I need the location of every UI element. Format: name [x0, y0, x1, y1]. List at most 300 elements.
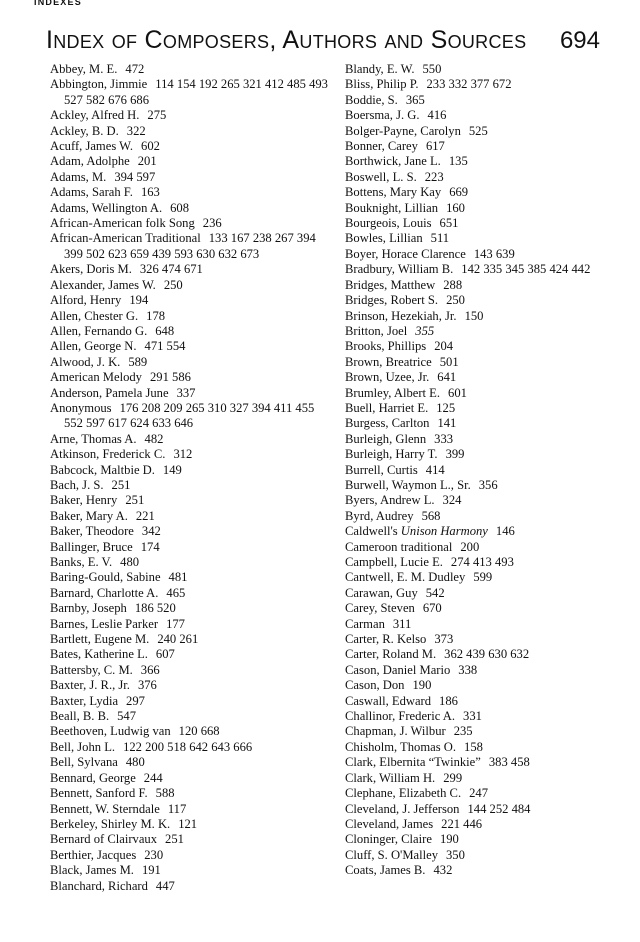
entry-name: Bliss, Philip P. — [345, 77, 419, 92]
entry-pages: 233 332 377 672 — [426, 77, 512, 92]
index-entry — [50, 802, 330, 817]
index-entry — [50, 817, 330, 832]
entry-pages: 251 — [125, 493, 145, 508]
entry-name: Ackley, B. D. — [50, 123, 119, 138]
entry-pages: 120 668 — [178, 724, 220, 739]
entry-name: Abbington, Jimmie — [50, 77, 148, 92]
entry-pages: 608 — [170, 200, 189, 215]
index-entry — [50, 879, 330, 894]
entry-name: Bouknight, Lillian — [345, 200, 439, 215]
index-entry — [345, 355, 615, 370]
entry-pages: 525 — [468, 123, 488, 138]
entry-pages: 121 — [178, 816, 198, 831]
index-entry — [50, 493, 330, 508]
index-entry — [345, 740, 615, 755]
entry-pages: 299 — [443, 770, 463, 785]
entry-pages: 373 — [434, 632, 454, 647]
index-entry — [50, 678, 330, 693]
index-entry — [50, 216, 330, 231]
entry-pages: 244 — [143, 770, 163, 785]
index-entry — [50, 694, 330, 709]
index-entry — [345, 555, 615, 570]
entry-pages: 186 520 — [134, 601, 176, 616]
entry-name-italic: Unison Harmony — [400, 524, 488, 539]
entry-name: Bennett, W. Sterndale — [50, 801, 160, 816]
entry-pages: 651 — [439, 216, 459, 231]
entry-name: Carter, R. Kelso — [345, 632, 427, 647]
index-entry — [345, 293, 615, 308]
entry-pages: 143 639 — [473, 246, 515, 261]
index-entry — [50, 201, 330, 216]
entry-pages: 122 200 518 642 643 666 — [123, 739, 253, 754]
entry-pages: 176 208 209 265 310 327 394 411 455 552 597 617 624 633 646 — [64, 400, 315, 431]
entry-name: Cason, Don — [345, 678, 405, 693]
index-entry — [50, 463, 330, 478]
entry-pages: 135 — [448, 154, 468, 169]
entry-name: Brown, Uzee, Jr. — [345, 370, 430, 385]
entry-pages: 511 — [430, 231, 450, 246]
entry-name: Boddie, S. — [345, 92, 398, 107]
entry-pages: 322 — [126, 123, 146, 138]
entry-pages: 602 — [141, 139, 160, 154]
entry-pages: 201 — [137, 154, 157, 169]
entry-pages: 550 — [422, 62, 442, 76]
entry-pages: 547 — [117, 709, 137, 724]
entry-name: African-American folk Song — [50, 216, 195, 231]
index-entry — [345, 278, 615, 293]
entry-name: Brinson, Hezekiah, Jr. — [345, 308, 457, 323]
index-entry — [345, 586, 615, 601]
entry-pages: 416 — [427, 108, 447, 123]
entry-pages: 221 446 — [441, 816, 483, 831]
entry-pages: 158 — [464, 739, 483, 754]
entry-pages: 194 — [129, 293, 149, 308]
entry-name: Chisholm, Thomas O. — [345, 739, 457, 754]
entry-pages: 235 — [453, 724, 473, 739]
entry-name: Battersby, C. M. — [50, 662, 133, 677]
entry-pages: 366 — [140, 662, 160, 677]
index-entry — [50, 62, 330, 77]
entry-name: Anderson, Pamela June — [50, 385, 169, 400]
entry-name: Carey, Steven — [345, 601, 415, 616]
entry-pages: 247 — [469, 786, 488, 801]
entry-name: Bach, J. S. — [50, 477, 104, 492]
index-entry — [50, 401, 330, 432]
entry-name: Adams, Sarah F. — [50, 185, 133, 200]
entry-name: Blanchard, Richard — [50, 878, 148, 893]
entry-pages: 362 439 630 632 — [444, 647, 530, 662]
entry-name: Bartlett, Eugene M. — [50, 632, 150, 647]
entry-pages: 251 — [165, 832, 184, 847]
entry-name: Bowles, Lillian — [345, 231, 423, 246]
index-entry — [345, 663, 615, 678]
entry-pages: 297 — [126, 693, 145, 708]
entry-name: Burwell, Waymon L., Sr. — [345, 477, 471, 492]
entry-pages: 250 — [446, 293, 465, 308]
entry-pages: 356 — [478, 477, 498, 492]
index-entry — [50, 509, 330, 524]
entry-pages: 311 — [392, 616, 412, 631]
entry-pages: 481 — [168, 570, 188, 585]
entry-name: Cleveland, James — [345, 816, 434, 831]
index-entry — [345, 863, 615, 878]
index-entry — [50, 386, 330, 401]
entry-name: Ackley, Alfred H. — [50, 108, 140, 123]
entry-name: Bourgeois, Louis — [345, 216, 432, 231]
index-entry — [345, 570, 615, 585]
entry-name: Bell, John L. — [50, 739, 116, 754]
entry-pages: 355 — [415, 323, 435, 338]
index-entry — [50, 139, 330, 154]
index-entry — [50, 154, 330, 169]
entry-pages: 221 — [135, 508, 155, 523]
entry-name: Coats, James B. — [345, 863, 426, 878]
entry-pages: 251 — [111, 477, 131, 492]
page-header — [46, 26, 600, 55]
entry-pages: 324 — [442, 493, 462, 508]
index-entry — [50, 77, 330, 108]
entry-name: Cameroon traditional — [345, 539, 453, 554]
entry-pages: 191 — [141, 863, 161, 878]
entry-name: Burleigh, Glenn — [345, 431, 427, 446]
index-entry — [345, 771, 615, 786]
entry-pages: 142 335 345 385 424 442 — [461, 262, 591, 277]
entry-name: Barnard, Charlotte A. — [50, 585, 159, 600]
entry-pages: 432 — [433, 863, 453, 878]
index-entry — [50, 570, 330, 585]
entry-pages: 250 — [163, 277, 183, 292]
index-entry — [50, 832, 330, 847]
index-entry — [345, 524, 615, 539]
index-entry — [50, 586, 330, 601]
entry-pages: 669 — [449, 185, 469, 200]
index-entry — [50, 370, 330, 385]
entry-name: Cluff, S. O'Malley — [345, 847, 438, 862]
entry-name: African-American Traditional — [50, 231, 201, 246]
index-entry — [345, 755, 615, 770]
page-number: 694 — [559, 27, 600, 54]
index-entry — [50, 663, 330, 678]
index-entry — [345, 108, 615, 123]
entry-name: Blandy, E. W. — [345, 62, 415, 76]
entry-name: Clark, William H. — [345, 770, 436, 785]
entry-name: Bottens, Mary Kay — [345, 185, 442, 200]
entry-pages: 274 413 493 — [450, 555, 514, 569]
entry-name: Adams, M. — [50, 169, 107, 184]
index-entry — [345, 170, 615, 185]
entry-name: Clark, Elbernita “Twinkie” — [345, 755, 481, 770]
entry-name: American Melody — [50, 370, 142, 385]
index-entry — [345, 201, 615, 216]
entry-pages: 568 — [421, 508, 441, 523]
entry-pages: 331 — [463, 709, 482, 724]
index-entry — [50, 771, 330, 786]
entry-pages: 114 154 192 265 321 412 485 493 527 582 676 686 — [64, 77, 328, 107]
entry-pages: 601 — [448, 385, 467, 400]
index-entry — [345, 647, 615, 662]
index-entry — [345, 617, 615, 632]
index-entry — [50, 262, 330, 277]
index-entry — [345, 77, 615, 92]
entry-pages: 190 — [439, 832, 459, 847]
entry-name: Ballinger, Bruce — [50, 539, 133, 554]
index-entry — [345, 478, 615, 493]
entry-name: Bennard, George — [50, 770, 136, 785]
index-entry — [50, 647, 330, 662]
entry-pages: 133 167 238 267 394 399 502 623 659 439 593 630 632 673 — [64, 231, 316, 261]
entry-name: Adams, Wellington A. — [50, 200, 163, 215]
index-entry — [50, 339, 330, 354]
entry-name: Babcock, Maltbie D. — [50, 462, 155, 477]
entry-name: Baker, Mary A. — [50, 508, 128, 523]
index-entry — [345, 231, 615, 246]
entry-pages: 141 — [437, 416, 457, 431]
index-entry — [345, 386, 615, 401]
entry-name: Brumley, Albert E. — [345, 385, 441, 400]
index-entry — [345, 632, 615, 647]
index-entry — [345, 463, 615, 478]
entry-pages: 350 — [446, 847, 465, 862]
entry-pages: 414 — [425, 462, 445, 477]
entry-name: Bridges, Robert S. — [345, 293, 439, 308]
entry-name: Carter, Roland M. — [345, 647, 437, 662]
entry-pages: 588 — [155, 786, 175, 801]
entry-pages: 641 — [437, 370, 457, 385]
entry-pages: 236 — [202, 216, 222, 231]
entry-name: Bell, Sylvana — [50, 755, 118, 770]
index-entry — [50, 755, 330, 770]
index-entry — [345, 216, 615, 231]
entry-pages: 472 — [125, 62, 145, 76]
entry-name: Caldwell's — [345, 524, 398, 539]
index-entry — [345, 93, 615, 108]
entry-pages: 190 — [412, 678, 432, 693]
entry-name: Akers, Doris M. — [50, 262, 132, 277]
index-column-right — [345, 62, 615, 879]
entry-pages: 480 — [125, 755, 145, 770]
entry-pages: 337 — [176, 385, 196, 400]
index-entry — [345, 817, 615, 832]
entry-name: Allen, Fernando G. — [50, 323, 148, 338]
entry-name: Beethoven, Ludwig van — [50, 724, 171, 739]
entry-name: Baxter, J. R., Jr. — [50, 678, 130, 693]
index-entry — [345, 678, 615, 693]
entry-pages: 200 — [460, 539, 480, 554]
index-entry — [345, 802, 615, 817]
entry-name: Arne, Thomas A. — [50, 431, 137, 446]
index-entry — [345, 601, 615, 616]
entry-pages: 230 — [144, 847, 164, 862]
index-entry — [345, 540, 615, 555]
entry-name: Acuff, James W. — [50, 139, 134, 154]
index-entry — [345, 848, 615, 863]
index-entry — [50, 447, 330, 462]
entry-name: Barnby, Joseph — [50, 601, 127, 616]
entry-pages: 149 — [162, 462, 182, 477]
entry-pages: 376 — [137, 678, 157, 693]
entry-name: Byers, Andrew L. — [345, 493, 435, 508]
entry-pages: 178 — [146, 308, 166, 323]
entry-pages: 589 — [128, 354, 148, 369]
index-entry — [50, 740, 330, 755]
entry-name: Britton, Joel — [345, 323, 408, 338]
entry-name: Alexander, James W. — [50, 277, 156, 292]
entry-name: Baring-Gould, Sabine — [50, 570, 161, 585]
index-entry — [345, 185, 615, 200]
entry-pages: 312 — [173, 447, 193, 462]
index-entry — [50, 786, 330, 801]
entry-pages: 240 261 — [157, 632, 199, 647]
entry-name: Cleveland, J. Jefferson — [345, 801, 460, 816]
index-entry — [345, 309, 615, 324]
entry-name: Bradbury, William B. — [345, 262, 454, 277]
index-entry — [50, 863, 330, 878]
index-entry — [345, 401, 615, 416]
entry-name: Brown, Breatrice — [345, 354, 432, 369]
entry-name: Cason, Daniel Mario — [345, 662, 451, 677]
entry-name: Atkinson, Frederick C. — [50, 447, 166, 462]
running-head: INDEXES — [34, 0, 82, 7]
entry-pages: 342 — [141, 524, 161, 539]
entry-name: Adam, Adolphe — [50, 154, 130, 169]
index-entry — [345, 509, 615, 524]
index-entry — [50, 170, 330, 185]
entry-pages: 177 — [166, 616, 185, 631]
entry-name: Carman — [345, 616, 385, 631]
entry-pages: 174 — [140, 539, 160, 554]
index-entry — [50, 601, 330, 616]
index-entry — [345, 493, 615, 508]
entry-name: Bolger-Payne, Carolyn — [345, 123, 461, 138]
entry-pages: 599 — [473, 570, 493, 585]
index-entry — [345, 247, 615, 262]
entry-name: Bonner, Carey — [345, 139, 418, 154]
entry-name: Allen, Chester G. — [50, 308, 139, 323]
entry-pages: 144 252 484 — [467, 801, 531, 816]
entry-name: Berkeley, Shirley M. K. — [50, 816, 171, 831]
entry-pages: 365 — [405, 92, 425, 107]
index-entry — [345, 370, 615, 385]
entry-name: Bridges, Matthew — [345, 277, 436, 292]
entry-name: Baker, Henry — [50, 493, 118, 508]
entry-pages: 482 — [144, 431, 164, 446]
index-entry — [345, 432, 615, 447]
entry-pages: 648 — [155, 323, 175, 338]
entry-name: Beall, B. B. — [50, 709, 110, 724]
entry-name: Barnes, Leslie Parker — [50, 616, 159, 631]
entry-name: Clephane, Elizabeth C. — [345, 786, 462, 801]
entry-name: Burrell, Curtis — [345, 462, 418, 477]
entry-name: Alwood, J. K. — [50, 354, 121, 369]
entry-pages: 150 — [464, 308, 484, 323]
entry-name: Anonymous — [50, 400, 112, 415]
entry-name: Chapman, J. Wilbur — [345, 724, 446, 739]
entry-name: Boersma, J. G. — [345, 108, 420, 123]
entry-pages: 501 — [439, 354, 459, 369]
entry-name: Byrd, Audrey — [345, 508, 414, 523]
entry-name: Cantwell, E. M. Dudley — [345, 570, 466, 585]
entry-pages: 146 — [495, 524, 515, 539]
entry-name: Borthwick, Jane L. — [345, 154, 441, 169]
index-entry — [345, 324, 615, 339]
entry-name: Boyer, Horace Clarence — [345, 246, 466, 261]
index-entry — [345, 339, 615, 354]
entry-pages: 163 — [140, 185, 160, 200]
entry-pages: 125 — [436, 400, 456, 415]
entry-pages: 383 458 — [488, 755, 530, 770]
index-entry — [50, 185, 330, 200]
entry-name: Bernard of Clairvaux — [50, 832, 158, 847]
index-entry — [345, 786, 615, 801]
index-entry — [50, 848, 330, 863]
index-entry — [345, 62, 615, 77]
index-entry — [50, 478, 330, 493]
entry-name: Burleigh, Harry T. — [345, 447, 438, 462]
entry-pages: 399 — [445, 447, 465, 462]
entry-pages: 480 — [120, 555, 140, 569]
index-entry — [345, 262, 615, 277]
index-entry — [50, 278, 330, 293]
entry-name: Campbell, Lucie E. — [345, 555, 443, 569]
index-entry — [345, 724, 615, 739]
index-entry — [50, 524, 330, 539]
index-entry — [50, 108, 330, 123]
index-entry — [50, 309, 330, 324]
entry-pages: 607 — [155, 647, 175, 662]
entry-pages: 542 — [425, 585, 445, 600]
entry-name: Buell, Harriet E. — [345, 400, 429, 415]
entry-pages: 333 — [434, 431, 454, 446]
index-entry — [345, 709, 615, 724]
entry-pages: 465 — [166, 585, 186, 600]
index-entry — [345, 124, 615, 139]
index-entry — [345, 447, 615, 462]
entry-name: Allen, George N. — [50, 339, 137, 354]
index-entry — [50, 632, 330, 647]
entry-name: Carawan, Guy — [345, 585, 418, 600]
entry-pages: 447 — [155, 878, 175, 893]
entry-pages: 291 586 — [149, 370, 191, 385]
index-entry — [50, 555, 330, 570]
index-entry — [50, 293, 330, 308]
index-entry — [50, 124, 330, 139]
page-title: Index of Composers, Authors and Sources — [46, 26, 527, 54]
entry-name: Bates, Katherine L. — [50, 647, 148, 662]
index-entry — [345, 832, 615, 847]
entry-pages: 471 554 — [144, 339, 186, 354]
index-entry — [50, 231, 330, 262]
entry-pages: 338 — [458, 662, 478, 677]
entry-pages: 160 — [446, 200, 465, 215]
entry-pages: 223 — [424, 169, 444, 184]
entry-pages: 326 474 671 — [139, 262, 203, 277]
entry-pages: 117 — [167, 801, 187, 816]
index-entry — [50, 355, 330, 370]
entry-pages: 670 — [422, 601, 442, 616]
entry-name: Black, James M. — [50, 863, 134, 878]
entry-name: Caswall, Edward — [345, 693, 432, 708]
entry-name: Brooks, Phillips — [345, 339, 427, 354]
entry-name: Bennett, Sanford F. — [50, 786, 148, 801]
entry-pages: 288 — [443, 277, 463, 292]
entry-pages: 275 — [147, 108, 167, 123]
entry-pages: 186 — [439, 693, 458, 708]
index-entry — [345, 694, 615, 709]
entry-name: Cloninger, Claire — [345, 832, 432, 847]
index-entry — [345, 154, 615, 169]
entry-name: Burgess, Carlton — [345, 416, 430, 431]
entry-name: Banks, E. V. — [50, 555, 113, 569]
